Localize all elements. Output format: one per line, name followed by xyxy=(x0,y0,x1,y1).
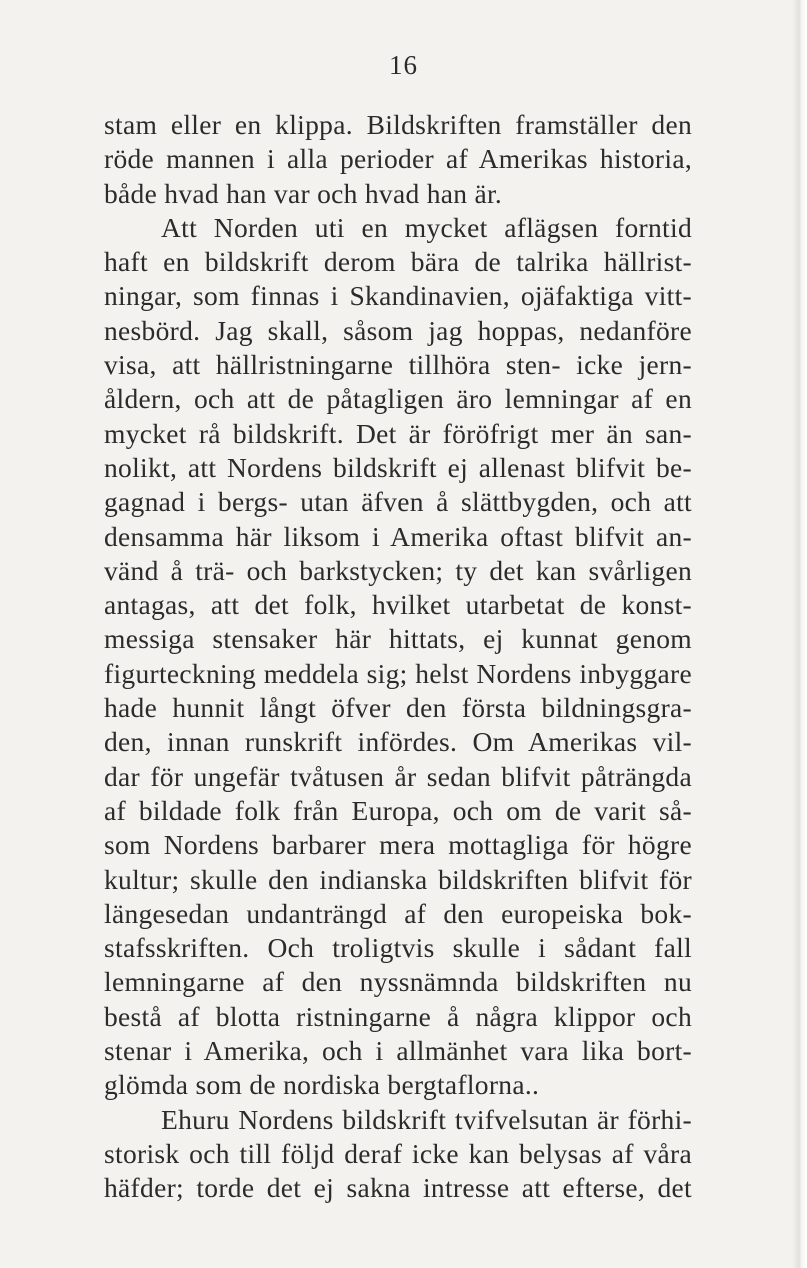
body-text xyxy=(104,108,692,1206)
text-line: den, innan runskrift infördes. Om Amerikas vil- xyxy=(104,726,692,758)
text-line: glömda som de nordiska bergtaflorna.. xyxy=(104,1069,540,1101)
text-line: som Nordens barbarer mera mottagliga för högre xyxy=(104,829,692,861)
text-line: lemningarne af den nyssnämnda bildskriften nu xyxy=(104,966,692,998)
text-line: stenar i Amerika, och i allmänhet vara lika bort- xyxy=(104,1035,692,1067)
text-line: messiga stensaker här hittats, ej kunnat genom xyxy=(104,623,692,655)
text-line: bestå af blotta ristningarne å några klippor och xyxy=(104,1000,692,1032)
text-line: åldern, och att de påtagligen äro lemningar af en xyxy=(104,383,692,415)
text-line: af bildade folk från Europa, och om de varit så- xyxy=(104,794,692,826)
text-line: figurteckning meddela sig; helst Nordens inbyggare xyxy=(104,657,692,689)
text-line: vänd å trä- och barkstycken; ty det kan svårligen xyxy=(104,554,692,586)
text-line: dar för ungefär tvåtusen år sedan blifvit påträngda xyxy=(104,760,692,792)
text-line: nolikt, att Nordens bildskrift ej allenast blifvit be- xyxy=(104,451,692,483)
text-line: visa, att hällristningarne tillhöra sten- icke jern- xyxy=(104,349,692,381)
page-edge xyxy=(793,0,807,1268)
text-line: längesedan undanträngd af den europeiska bok- xyxy=(104,897,692,929)
text-line: Ehuru Nordens bildskrift tvifvelsutan är förhi- xyxy=(161,1103,692,1135)
text-line: densamma här liksom i Amerika oftast blifvit an- xyxy=(104,520,692,552)
text-line: stafsskriften. Och troligtvis skulle i sådant fall xyxy=(104,932,692,964)
text-line: storisk och till följd deraf icke kan belysas af våra xyxy=(104,1137,692,1169)
text-line: både hvad han var och hvad han är. xyxy=(104,177,503,209)
text-line: kultur; skulle den indianska bildskriften blifvit för xyxy=(104,863,692,895)
text-line: antagas, att det folk, hvilket utarbetat de konst- xyxy=(104,589,692,621)
text-line: röde mannen i alla perioder af Amerikas historia, xyxy=(104,143,692,175)
text-line: haft en bildskrift derom bära de talrika hällrist- xyxy=(104,246,692,278)
text-line: gagnad i bergs- utan äfven å slättbygden, och att xyxy=(104,486,692,518)
text-line: Att Norden uti en mycket aflägsen forntid xyxy=(161,211,692,243)
text-line: mycket rå bildskrift. Det är föröfrigt mer än san- xyxy=(104,417,692,449)
page-number: 16 xyxy=(389,50,418,80)
text-line: nesbörd. Jag skall, såsom jag hoppas, nedanföre xyxy=(104,314,692,346)
text-line: stam eller en klippa. Bildskriften framställer den xyxy=(104,109,692,140)
text-line: ningar, som finnas i Skandinavien, ojäfaktiga vitt- xyxy=(104,280,692,312)
text-line: hade hunnit långt öfver den första bildningsgra- xyxy=(104,692,692,724)
text-line: häfder; torde det ej sakna intresse att efterse, det xyxy=(104,1172,692,1204)
